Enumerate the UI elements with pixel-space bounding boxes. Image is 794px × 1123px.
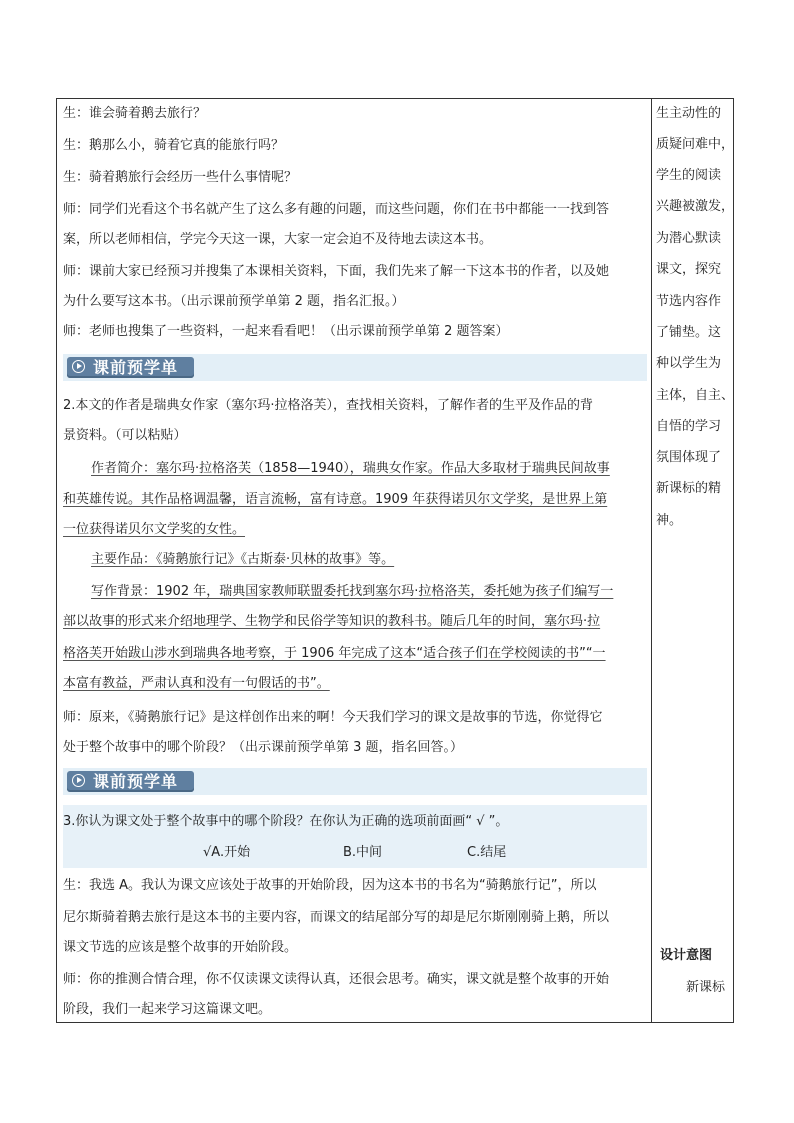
- side-line: 主体，自主、: [656, 388, 735, 403]
- play-circle-icon: [72, 774, 85, 787]
- side-line: 了铺垫。这: [656, 325, 722, 340]
- side-line: 氛围体现了: [656, 450, 722, 465]
- side-line: 节选内容作: [656, 294, 722, 309]
- answer-line: 格洛芙开始跋山涉水到瑞典各地考察，于 1906 年完成了这本“适合孩子们在学校阅读的书”“一: [63, 646, 606, 661]
- text-line: 尼尔斯骑着鹅去旅行是这本书的主要内容，而课文的结尾部分写的却是尼尔斯刚刚骑上鹅，所以: [63, 910, 610, 925]
- text-line: 生：骑着鹅旅行会经历一些什么事情呢？: [63, 170, 298, 185]
- section-band: [63, 354, 647, 381]
- question-line: 3.你认为课文处于整个故事中的哪个阶段？在你认为正确的选项前面画“ √ ”。: [63, 814, 509, 829]
- question-line: 2.本文的作者是瑞典女作家（塞尔玛·拉格洛芙），查找相关资料，了解作者的生平及作品的背: [63, 398, 594, 413]
- answer-line: 部以故事的形式来介绍地理学、生物学和民俗学等知识的教科书。随后几年的时间，塞尔玛·拉: [63, 614, 601, 629]
- section-tag: [67, 771, 194, 792]
- option-c: C.结尾: [467, 845, 507, 860]
- text-line: 师：课前大家已经预习并搜集了本课相关资料，下面，我们先来了解一下这本书的作者，以及她: [63, 264, 610, 279]
- text-line: 生：谁会骑着鹅去旅行？: [63, 106, 207, 121]
- side-line: 兴趣被激发，: [656, 199, 735, 214]
- text-line: 为什么要写这本书。（出示课前预学单第 2 题，指名汇报。）: [63, 294, 405, 309]
- side-line: 生主动性的: [656, 106, 722, 121]
- question-band: [63, 805, 647, 838]
- question-line: 景资料。（可以粘贴）: [63, 428, 187, 443]
- text-line: 课文节选的应该是整个故事的开始阶段。: [63, 940, 298, 955]
- answer-line: 写作背景：1902 年，瑞典国家教师联盟委托找到塞尔玛·拉格洛芙，委托她为孩子们编写一: [91, 584, 614, 599]
- text-line: 生：鹅那么小，骑着它真的能旅行吗？: [63, 138, 285, 153]
- section-band: [63, 768, 647, 795]
- side-line: 学生的阅读: [656, 168, 722, 183]
- side-line: 神。: [656, 513, 683, 528]
- options-band: [63, 838, 647, 868]
- side-line: 质疑问难中，: [656, 137, 735, 152]
- option-b: B.中间: [343, 845, 383, 860]
- section-tag: [67, 357, 194, 378]
- text-line: 师：同学们光看这个书名就产生了这么多有趣的问题，而这些问题，你们在书中都能一一找到答: [63, 202, 610, 217]
- text-line: 案，所以老师相信，学完今天这一课，大家一定会迫不及待地去读这本书。: [63, 232, 493, 247]
- text-line: 师：老师也搜集了一些资料，一起来看看吧！（出示课前预学单第 2 题答案）: [63, 324, 509, 339]
- text-line: 师：原来，《骑鹅旅行记》是这样创作出来的啊！今天我们学习的课文是故事的节选，你觉得它: [63, 710, 603, 725]
- side-line: 种以学生为: [656, 356, 722, 371]
- design-intent-text: 新课标: [686, 980, 726, 995]
- answer-line: 作者简介：塞尔玛·拉格洛芙（1858—1940），瑞典女作家。作品大多取材于瑞典民间故事: [91, 461, 610, 476]
- section-tag-label: 课前预学单: [93, 358, 179, 377]
- answer-line: 主要作品：《骑鹅旅行记》《古斯泰·贝林的故事》等。: [91, 552, 395, 567]
- column-divider: [651, 99, 652, 1022]
- text-line: 师：你的推测合情合理，你不仅读课文读得认真，还很会思考。确实，课文就是整个故事的开始: [63, 972, 610, 987]
- side-line: 课文，探究: [656, 262, 722, 277]
- answer-line: 和英雄传说。其作品格调温馨，语言流畅，富有诗意。1909 年获得诺贝尔文学奖，是世界上第: [63, 492, 608, 507]
- play-circle-icon: [72, 360, 85, 373]
- text-line: 阶段，我们一起来学习这篇课文吧。: [63, 1002, 272, 1017]
- side-line: 为潜心默读: [656, 231, 722, 246]
- answer-line: 一位获得诺贝尔文学奖的女性。: [63, 522, 246, 537]
- side-line: 自悟的学习: [656, 419, 722, 434]
- text-line: 生：我选 A。我认为课文应该处于故事的开始阶段，因为这本书的书名为“骑鹅旅行记”，所以: [63, 878, 597, 893]
- option-a: √A.开始: [203, 845, 251, 860]
- lesson-table: [56, 98, 734, 1023]
- text-line: 处于整个故事中的哪个阶段？（出示课前预学单第 3 题，指名回答。）: [63, 740, 464, 755]
- side-line: 新课标的精: [656, 481, 722, 496]
- design-intent-title: 设计意图: [660, 948, 713, 963]
- answer-line: 本富有教益，严肃认真和没有一句假话的书”。: [63, 676, 330, 691]
- section-tag-label: 课前预学单: [93, 772, 179, 791]
